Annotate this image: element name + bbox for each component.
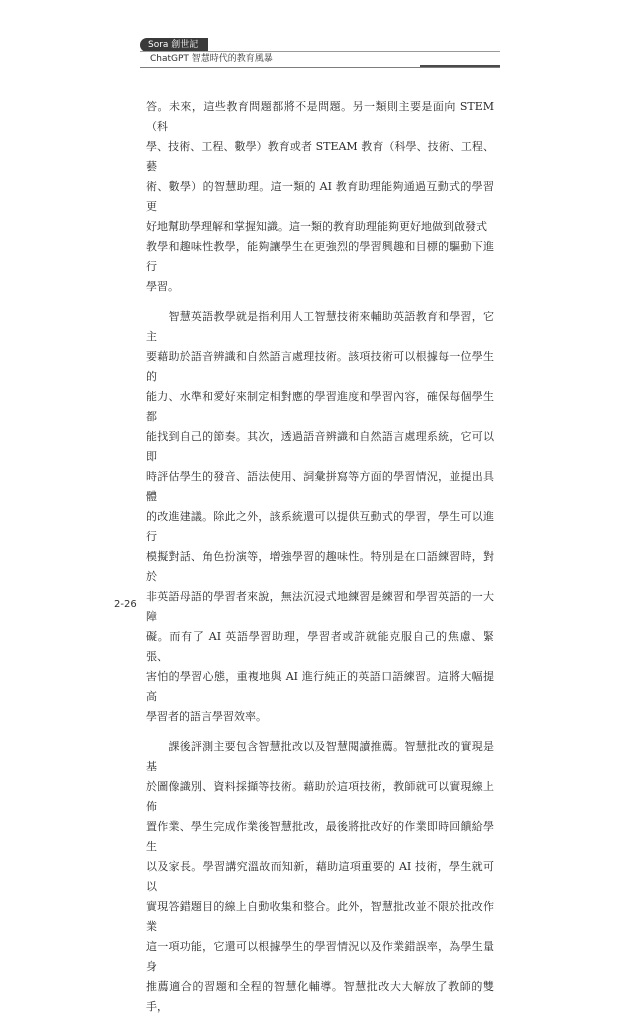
header-accent-rule [420,65,500,67]
paragraph: 課後評測主要包含智慧批改以及智慧閱讀推薦。智慧批改的實現是基 於圖像識別、資料採擷等技術。藉助於這項技術，教師就可以實現線上佈 置作業、學生完成作業後智慧批改，最後將批改好的作業即時回饋給學生 以及家長。學習講究溫故而知新，藉助這項重要的 AI 技術，學生就可以 實現答錯題目的線上自動收集和整合。此外，智慧批改並不限於批改作業 這一項功能，它還可以根據學生的學習情況以及作業錯誤率，為學生量身 推薦適合的習題和全程的智慧化輔導。智慧批改大大解放了教師的雙手， [146,740,494,1013]
paragraph: 答。未來，這些教育問題都將不是問題。另一類則主要是面向 STEM（科 學、技術、工程、數學）教育或者 STEAM 教育（科學、技術、工程、藝 術、數學）的智慧助理。這一類的 AI 教育助理能夠通過互動式的學習更 好地幫助學理解和掌握知識。這一類的教育助理能夠更好地做到啟發式 教學和趣味性教學，能夠讓學生在更強烈的學習興趣和目標的驅動下進行 學習。 [146,100,494,293]
header-bottom-rule [140,67,500,68]
body-text [146,97,494,1027]
paragraph: 智慧英語教學就是指利用人工智慧技術來輔助英語教育和學習，它主 要藉助於語音辨識和自然語言處理技術。該項技術可以根據每一位學生的 能力、水準和愛好來制定相對應的學習進度和學習內容，確保每個學生都 能找到自己的節奏。其次，透過語音辨識和自然語言處理系統，它可以即 時評估學生的發音、語法使用、詞彙拼寫等方面的學習情況，並提出具體 的改進建議。除此之外，該系統還可以提供互動式的學習，學生可以進行 模擬對話、角色扮演等，增強學習的趣味性。特別是在口語練習時，對於 非英語母語的學習者來說，無法沉浸式地練習是練習和學習英語的一大障 礙。而有了 AI 英語學習助理，學習者或許就能克服自己的焦慮、緊張、 害怕的學習心態，重複地與 AI 進行純正的英語口語練習。這將大幅提高 學習者的語言學習效率。 [146,310,494,723]
book-title-tab: Sora 創世記 [140,38,208,52]
chapter-title: ChatGPT 智慧時代的教育風暴 [150,54,273,64]
header-top-rule [140,51,500,52]
page-number: 2-26 [114,599,137,610]
running-header [0,38,640,68]
